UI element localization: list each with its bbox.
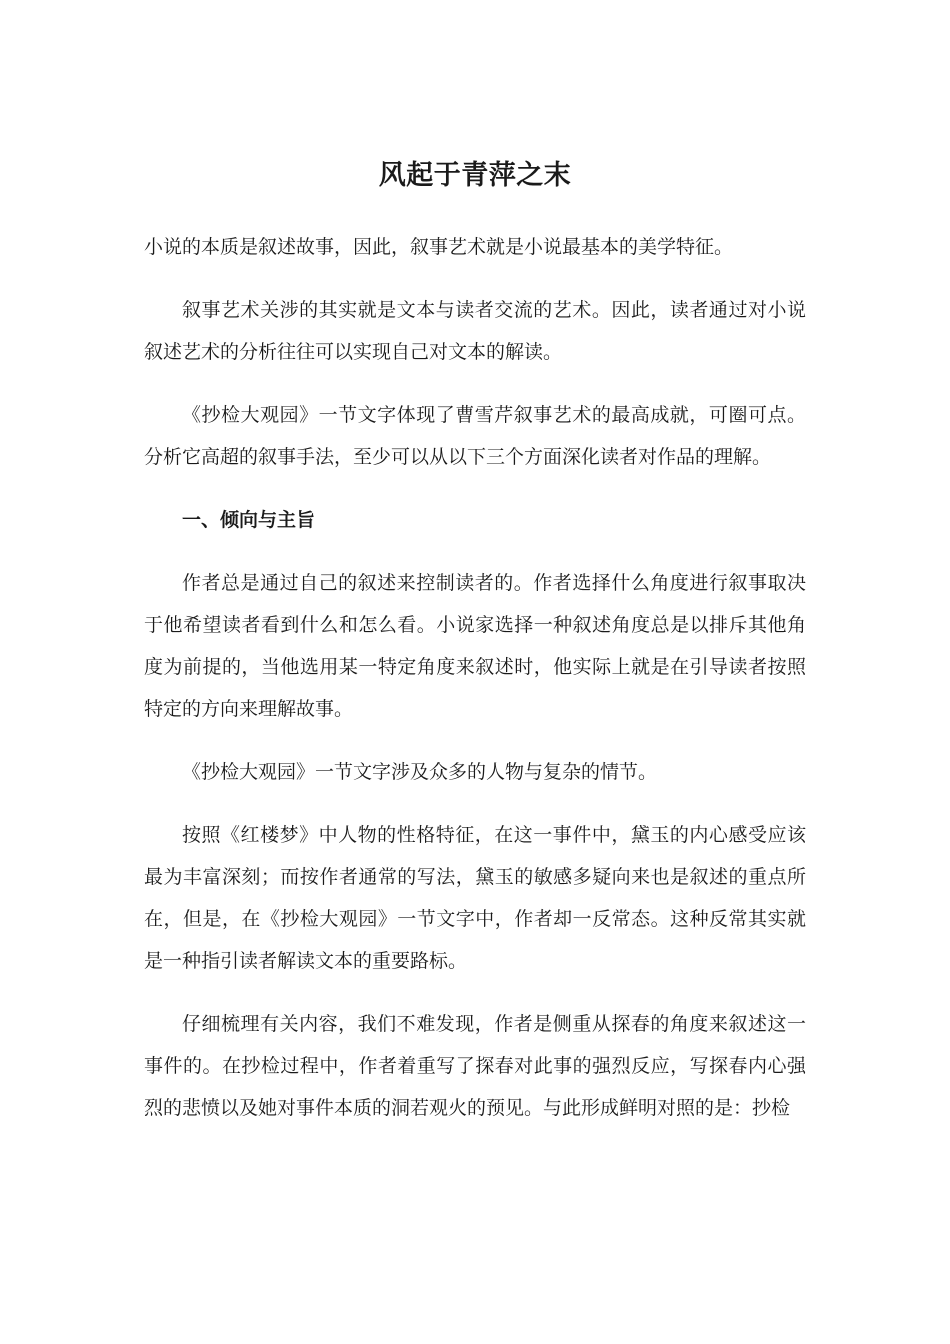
paragraph-2: 叙事艺术关涉的其实就是文本与读者交流的艺术。因此，读者通过对小说叙述艺术的分析往往可以实现自己对文本的解读。: [144, 299, 806, 363]
paragraph-7: 仔细梳理有关内容，我们不难发现，作者是侧重从探春的角度来叙述这一事件的。在抄检过程中，作者着重写了探春对此事的强烈反应，写探春内心强烈的悲愤以及她对事件本质的洞若观火的预见。与此形成鲜明对照的是：抄检: [144, 1013, 806, 1119]
paragraph-5: 《抄检大观园》一节文字涉及众多的人物与复杂的情节。: [182, 761, 658, 783]
paragraph-3: 《抄检大观园》一节文字体现了曹雪芹叙事艺术的最高成就，可圈可点。分析它高超的叙事手法，至少可以从以下三个方面深化读者对作品的理解。: [144, 404, 806, 468]
paragraph-1: 小说的本质是叙述故事，因此，叙事艺术就是小说最基本的美学特征。: [144, 236, 734, 258]
document-body: [144, 226, 806, 1150]
paragraph-4: 作者总是通过自己的叙述来控制读者的。作者选择什么角度进行叙事取决于他希望读者看到什么和怎么看。小说家选择一种叙述角度总是以排斥其他角度为前提的，当他选用某一特定角度来叙述时，他实际上就是在引导读者按照特定的方向来理解故事。: [144, 572, 806, 720]
paragraph-6: 按照《红楼梦》中人物的性格特征，在这一事件中，黛玉的内心感受应该最为丰富深刻；而按作者通常的写法，黛玉的敏感多疑向来也是叙述的重点所在，但是，在《抄检大观园》一节文字中，作者却一反常态。这种反常其实就是一种指引读者解读文本的重要路标。: [144, 824, 806, 972]
document-title: 风起于青萍之末: [378, 160, 572, 191]
section-heading: 一、倾向与主旨: [182, 509, 316, 531]
